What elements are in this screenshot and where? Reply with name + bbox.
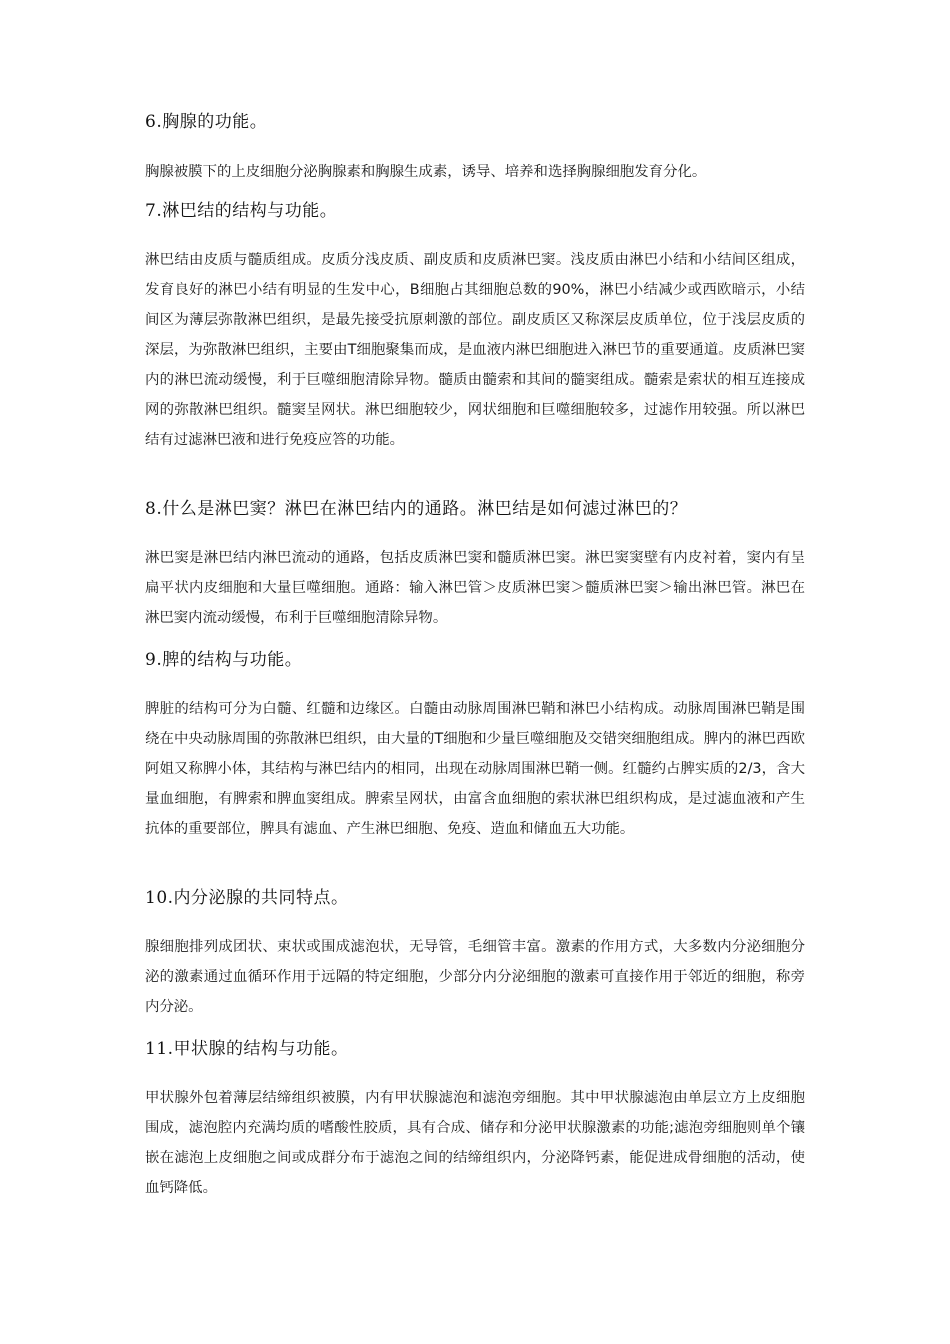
section-thyroid: [145, 1037, 805, 1203]
section-heading: 8.什么是淋巴窦？淋巴在淋巴结内的通路。淋巴结是如何滤过淋巴的？: [145, 499, 688, 519]
section-heading: 6.胸腺的功能。: [145, 112, 268, 132]
section-paragraph: 腺细胞排列成团状、束状或围成滤泡状，无导管，毛细管丰富。激素的作用方式，大多数内分泌细胞分泌的激素通过血循环作用于远隔的特定细胞，少部分内分泌细胞的激素可直接作用于邻近的细胞，称旁内分泌。: [145, 939, 805, 1015]
section-thymus: [145, 110, 805, 187]
section-paragraph: 淋巴结由皮质与髓质组成。皮质分浅皮质、副皮质和皮质淋巴窦。浅皮质由淋巴小结和小结间区组成，发育良好的淋巴小结有明显的生发中心，B细胞占其细胞总数的90%，淋巴小结减少或西欧暗示，小结间区为薄层弥散淋巴组织，是最先接受抗原刺激的部位。副皮质区又称深层皮质单位，位于浅层皮质的深层，为弥散淋巴组织，主要由T细胞聚集而成，是血液内淋巴细胞进入淋巴节的重要通道。皮质淋巴窦内的淋巴流动缓慢，利于巨噬细胞清除异物。髓质由髓索和其间的髓窦组成。髓索是索状的相互连接成网的弥散淋巴组织。髓窦呈网状。淋巴细胞较少，网状细胞和巨噬细胞较多，过滤作用较强。所以淋巴结有过滤淋巴液和进行免疫应答的功能。: [145, 252, 805, 448]
section-paragraph: 脾脏的结构可分为白髓、红髓和边缘区。白髓由动脉周围淋巴鞘和淋巴小结构成。动脉周围淋巴鞘是围绕在中央动脉周围的弥散淋巴组织，由大量的T细胞和少量巨噬细胞及交错突细胞组成。脾内的淋巴西欧阿姐又称脾小体，其结构与淋巴结内的相同，出现在动脉周围淋巴鞘一侧。红髓约占脾实质的2/3，含大量血细胞，有脾索和脾血窦组成。脾索呈网状，由富含血细胞的索状淋巴组织构成，是过滤血液和产生抗体的重要部位，脾具有滤血、产生淋巴细胞、免疫、造血和储血五大功能。: [145, 701, 805, 837]
section-heading: 10.内分泌腺的共同特点。: [145, 888, 349, 908]
section-lymph-sinus: [145, 497, 805, 633]
section-lymph-node: [145, 199, 805, 455]
section-heading: 7.淋巴结的结构与功能。: [145, 201, 338, 221]
section-paragraph: 淋巴窦是淋巴结内淋巴流动的通路，包括皮质淋巴窦和髓质淋巴窦。淋巴窦窦壁有内皮衬着，窦内有呈扁平状内皮细胞和大量巨噬细胞。通路：输入淋巴管＞皮质淋巴窦＞髓质淋巴窦＞输出淋巴管。淋巴在淋巴窦内流动缓慢，布利于巨噬细胞清除异物。: [145, 550, 805, 626]
section-paragraph: 胸腺被膜下的上皮细胞分泌胸腺素和胸腺生成素，诱导、培养和选择胸腺细胞发育分化。: [145, 164, 707, 180]
section-endocrine: [145, 886, 805, 1022]
section-heading: 11.甲状腺的结构与功能。: [145, 1039, 349, 1059]
section-paragraph: 甲状腺外包着薄层结缔组织被膜，内有甲状腺滤泡和滤泡旁细胞。其中甲状腺滤泡由单层立方上皮细胞围成，滤泡腔内充满均质的嗜酸性胶质，具有合成、储存和分泌甲状腺激素的功能;滤泡旁细胞则单个镶嵌在滤泡上皮细胞之间或成群分布于滤泡之间的结缔组织内，分泌降钙素，能促进成骨细胞的活动，使血钙降低。: [145, 1090, 805, 1196]
section-heading: 9.脾的结构与功能。: [145, 650, 303, 670]
section-spleen: [145, 648, 805, 844]
